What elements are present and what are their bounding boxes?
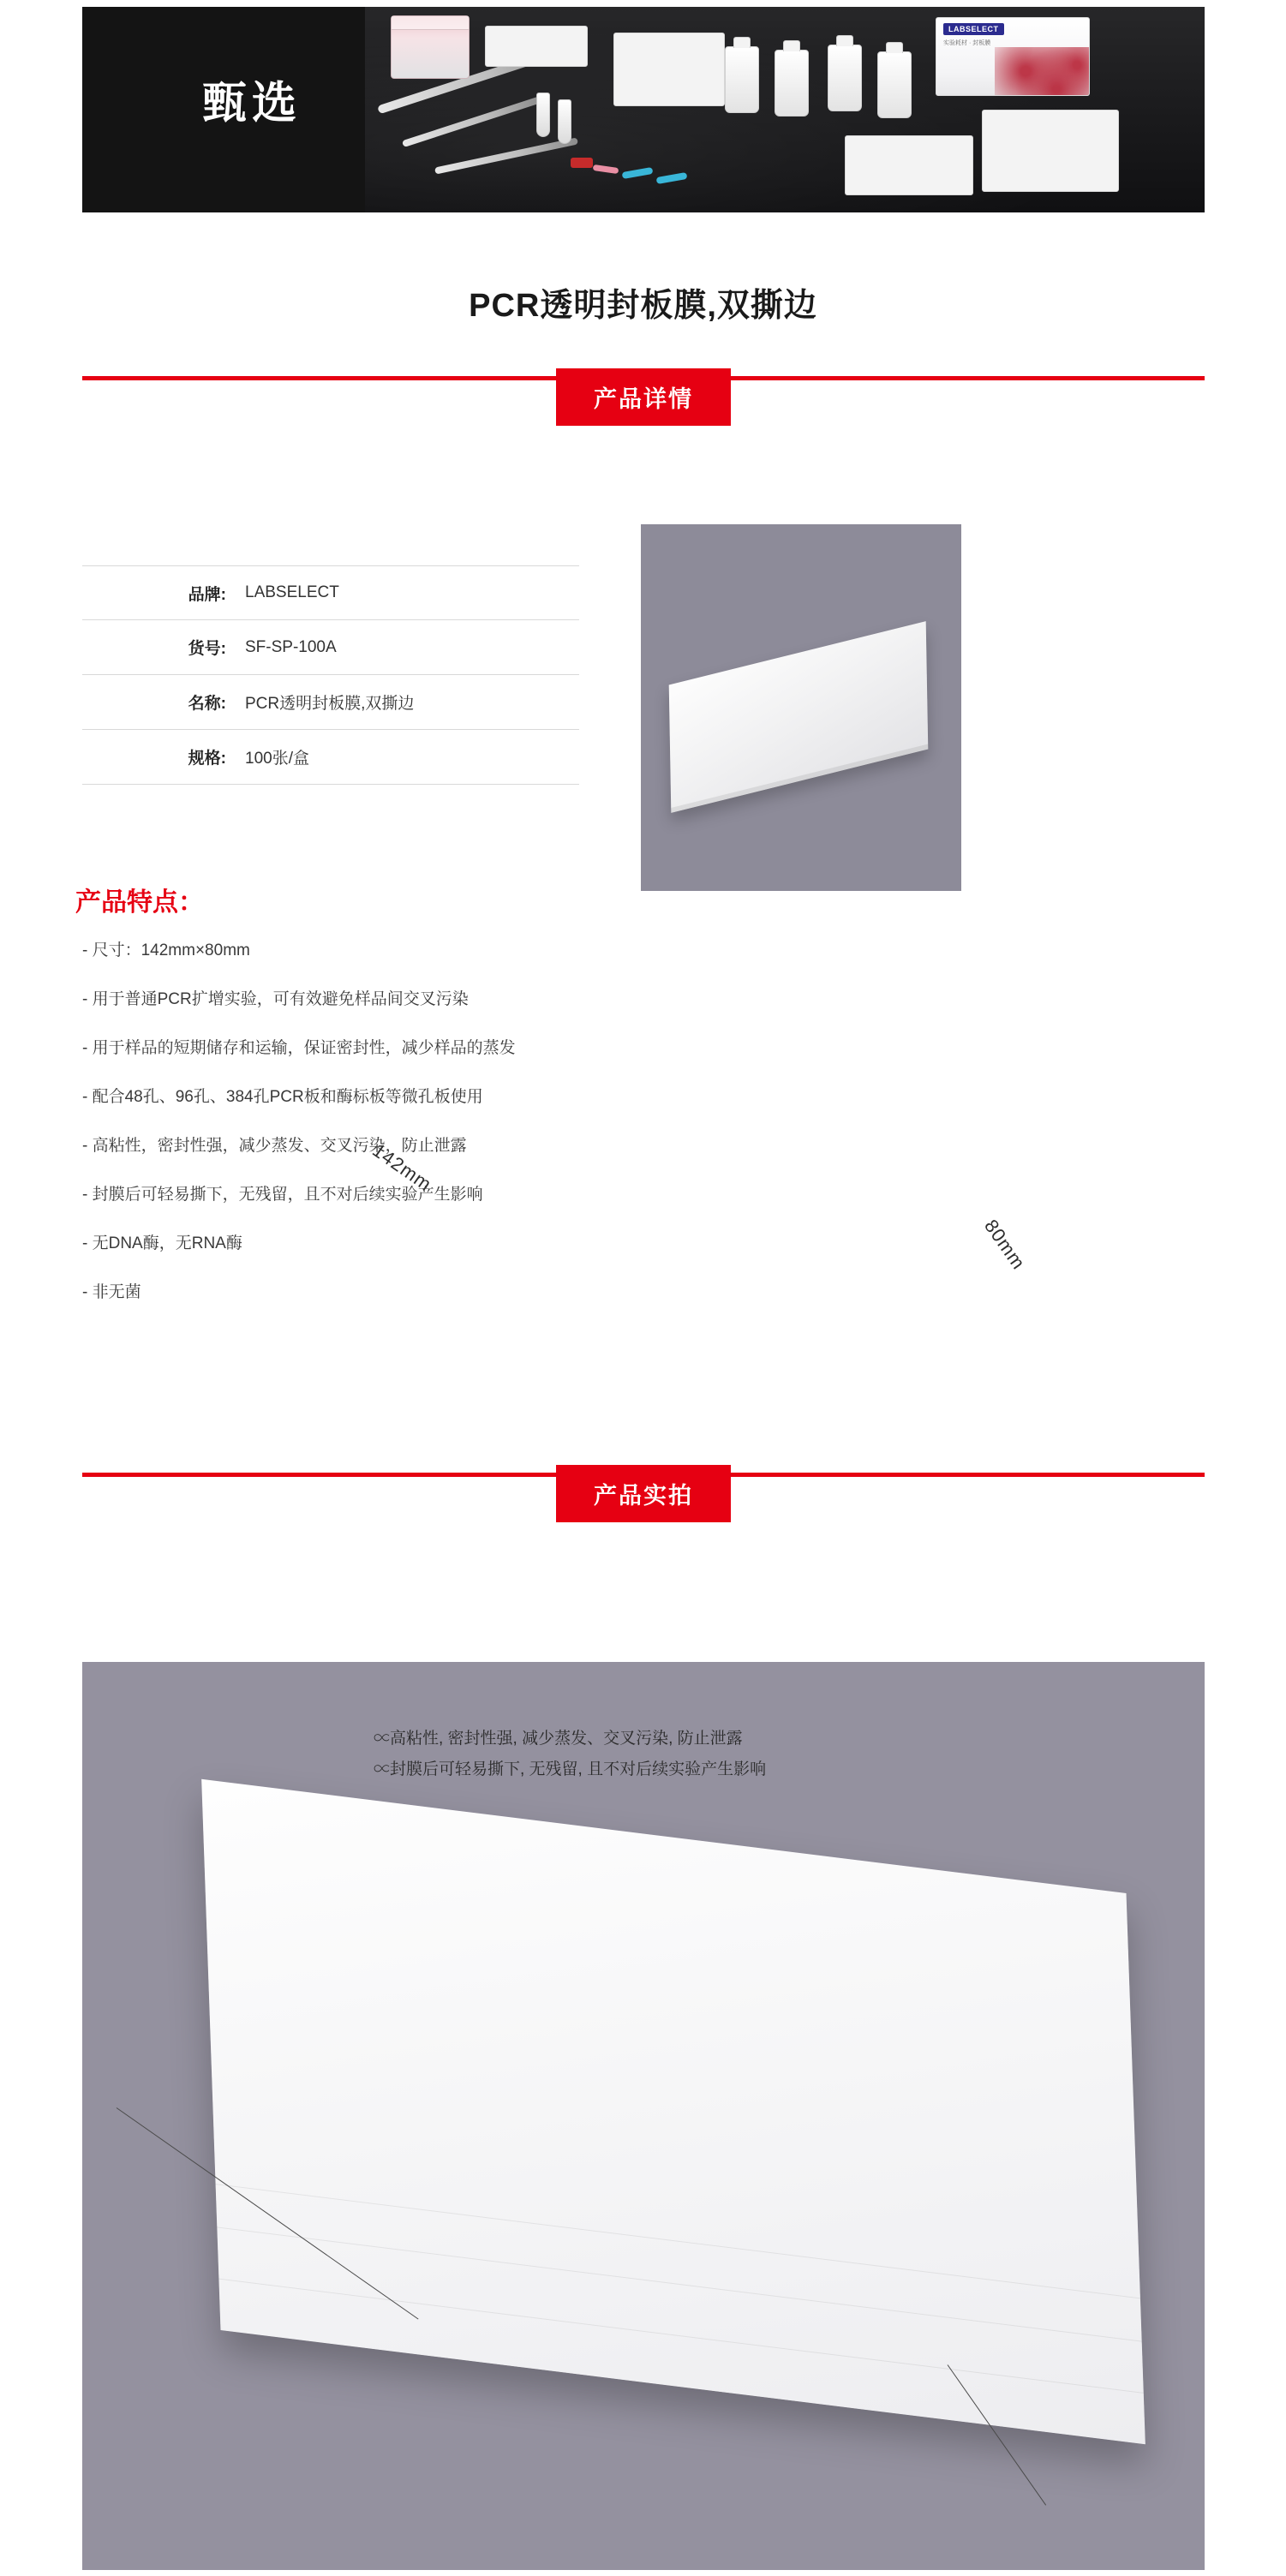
pink-chip-icon — [593, 164, 619, 174]
reagent-bottle-icon — [877, 51, 912, 118]
spec-value: 100张/盒 — [245, 750, 309, 768]
tube-icon — [558, 99, 571, 144]
list-item: - 无DNA酶，无RNA酶 — [82, 1234, 242, 1252]
sealing-film-large-image — [201, 1779, 1145, 2444]
list-item: - 封膜后可轻易撕下，无残留，且不对后续实验产生影响 — [82, 1186, 483, 1204]
white-box-icon — [845, 135, 973, 195]
section-header-gallery — [82, 1465, 1205, 1530]
page-title: PCR透明封板膜,双撕边 — [469, 288, 817, 324]
white-box-icon — [982, 110, 1119, 192]
list-item: - 用于样品的短期储存和运输，保证密封性，减少样品的蒸发 — [82, 1039, 516, 1057]
table-row — [82, 620, 579, 675]
section-header-details — [82, 368, 1205, 433]
banner-logo-text: 甄选 — [202, 78, 302, 129]
list-item: - 非无菌 — [82, 1283, 141, 1301]
list-item: - 尺寸：142mm×80mm — [82, 941, 250, 959]
table-row — [82, 565, 579, 620]
gallery-caption-line-2: ∝封膜后可轻易撕下, 无残留, 且不对后续实验产生影响 — [374, 1760, 767, 1778]
tip-box-icon — [391, 15, 470, 79]
features-title: 产品特点： — [75, 888, 204, 917]
spec-table — [82, 565, 579, 785]
white-box-icon — [485, 26, 588, 67]
features-list — [82, 942, 1110, 1333]
spec-label: 货号: — [188, 640, 226, 658]
list-item: - 高粘性，密封性强，减少蒸发、交叉污染，防止泄露 — [82, 1137, 467, 1155]
spec-label: 品牌: — [188, 585, 226, 604]
pipette-icon — [402, 96, 542, 147]
reagent-bottle-icon — [775, 50, 809, 117]
reagent-bottle-icon — [828, 45, 862, 111]
spec-value: PCR透明封板膜,双撕边 — [245, 695, 415, 713]
spec-label: 规格: — [188, 750, 226, 768]
spec-value: LABSELECT — [245, 583, 339, 601]
section-badge-gallery: 产品实拍 — [556, 1465, 731, 1522]
banner-product-photo — [365, 7, 1205, 212]
spec-label: 名称: — [188, 695, 226, 713]
hero-banner — [82, 7, 1205, 212]
pipette-icon — [434, 137, 578, 174]
dimension-label-width: 80mm — [980, 1215, 1030, 1274]
tube-icon — [536, 93, 550, 137]
gallery-caption-line-1: ∝高粘性, 密封性强, 减少蒸发、交叉污染, 防止泄露 — [374, 1730, 743, 1748]
dimension-label-length: 142mm — [368, 1139, 436, 1196]
table-row — [82, 730, 579, 785]
blue-chip-icon — [622, 167, 654, 179]
sealing-film-image — [669, 621, 929, 813]
section-badge-details: 产品详情 — [556, 368, 731, 426]
blue-chip-icon — [656, 172, 688, 184]
table-row — [82, 675, 579, 730]
red-cap-icon — [571, 158, 593, 168]
list-item: - 用于普通PCR扩增实验，可有效避免样品间交叉污染 — [82, 990, 469, 1008]
gallery-photo — [82, 1662, 1205, 2570]
kit-box-icon: LABSELECT 实验耗材 · 封板膜 — [936, 17, 1090, 96]
gallery-caption — [374, 1724, 766, 1785]
product-photo — [641, 524, 961, 891]
spec-value: SF-SP-100A — [245, 637, 337, 656]
white-box-icon — [613, 33, 725, 106]
reagent-bottle-icon — [725, 46, 759, 113]
list-item: - 配合48孔、96孔、384孔PCR板和酶标板等微孔板使用 — [82, 1088, 483, 1106]
